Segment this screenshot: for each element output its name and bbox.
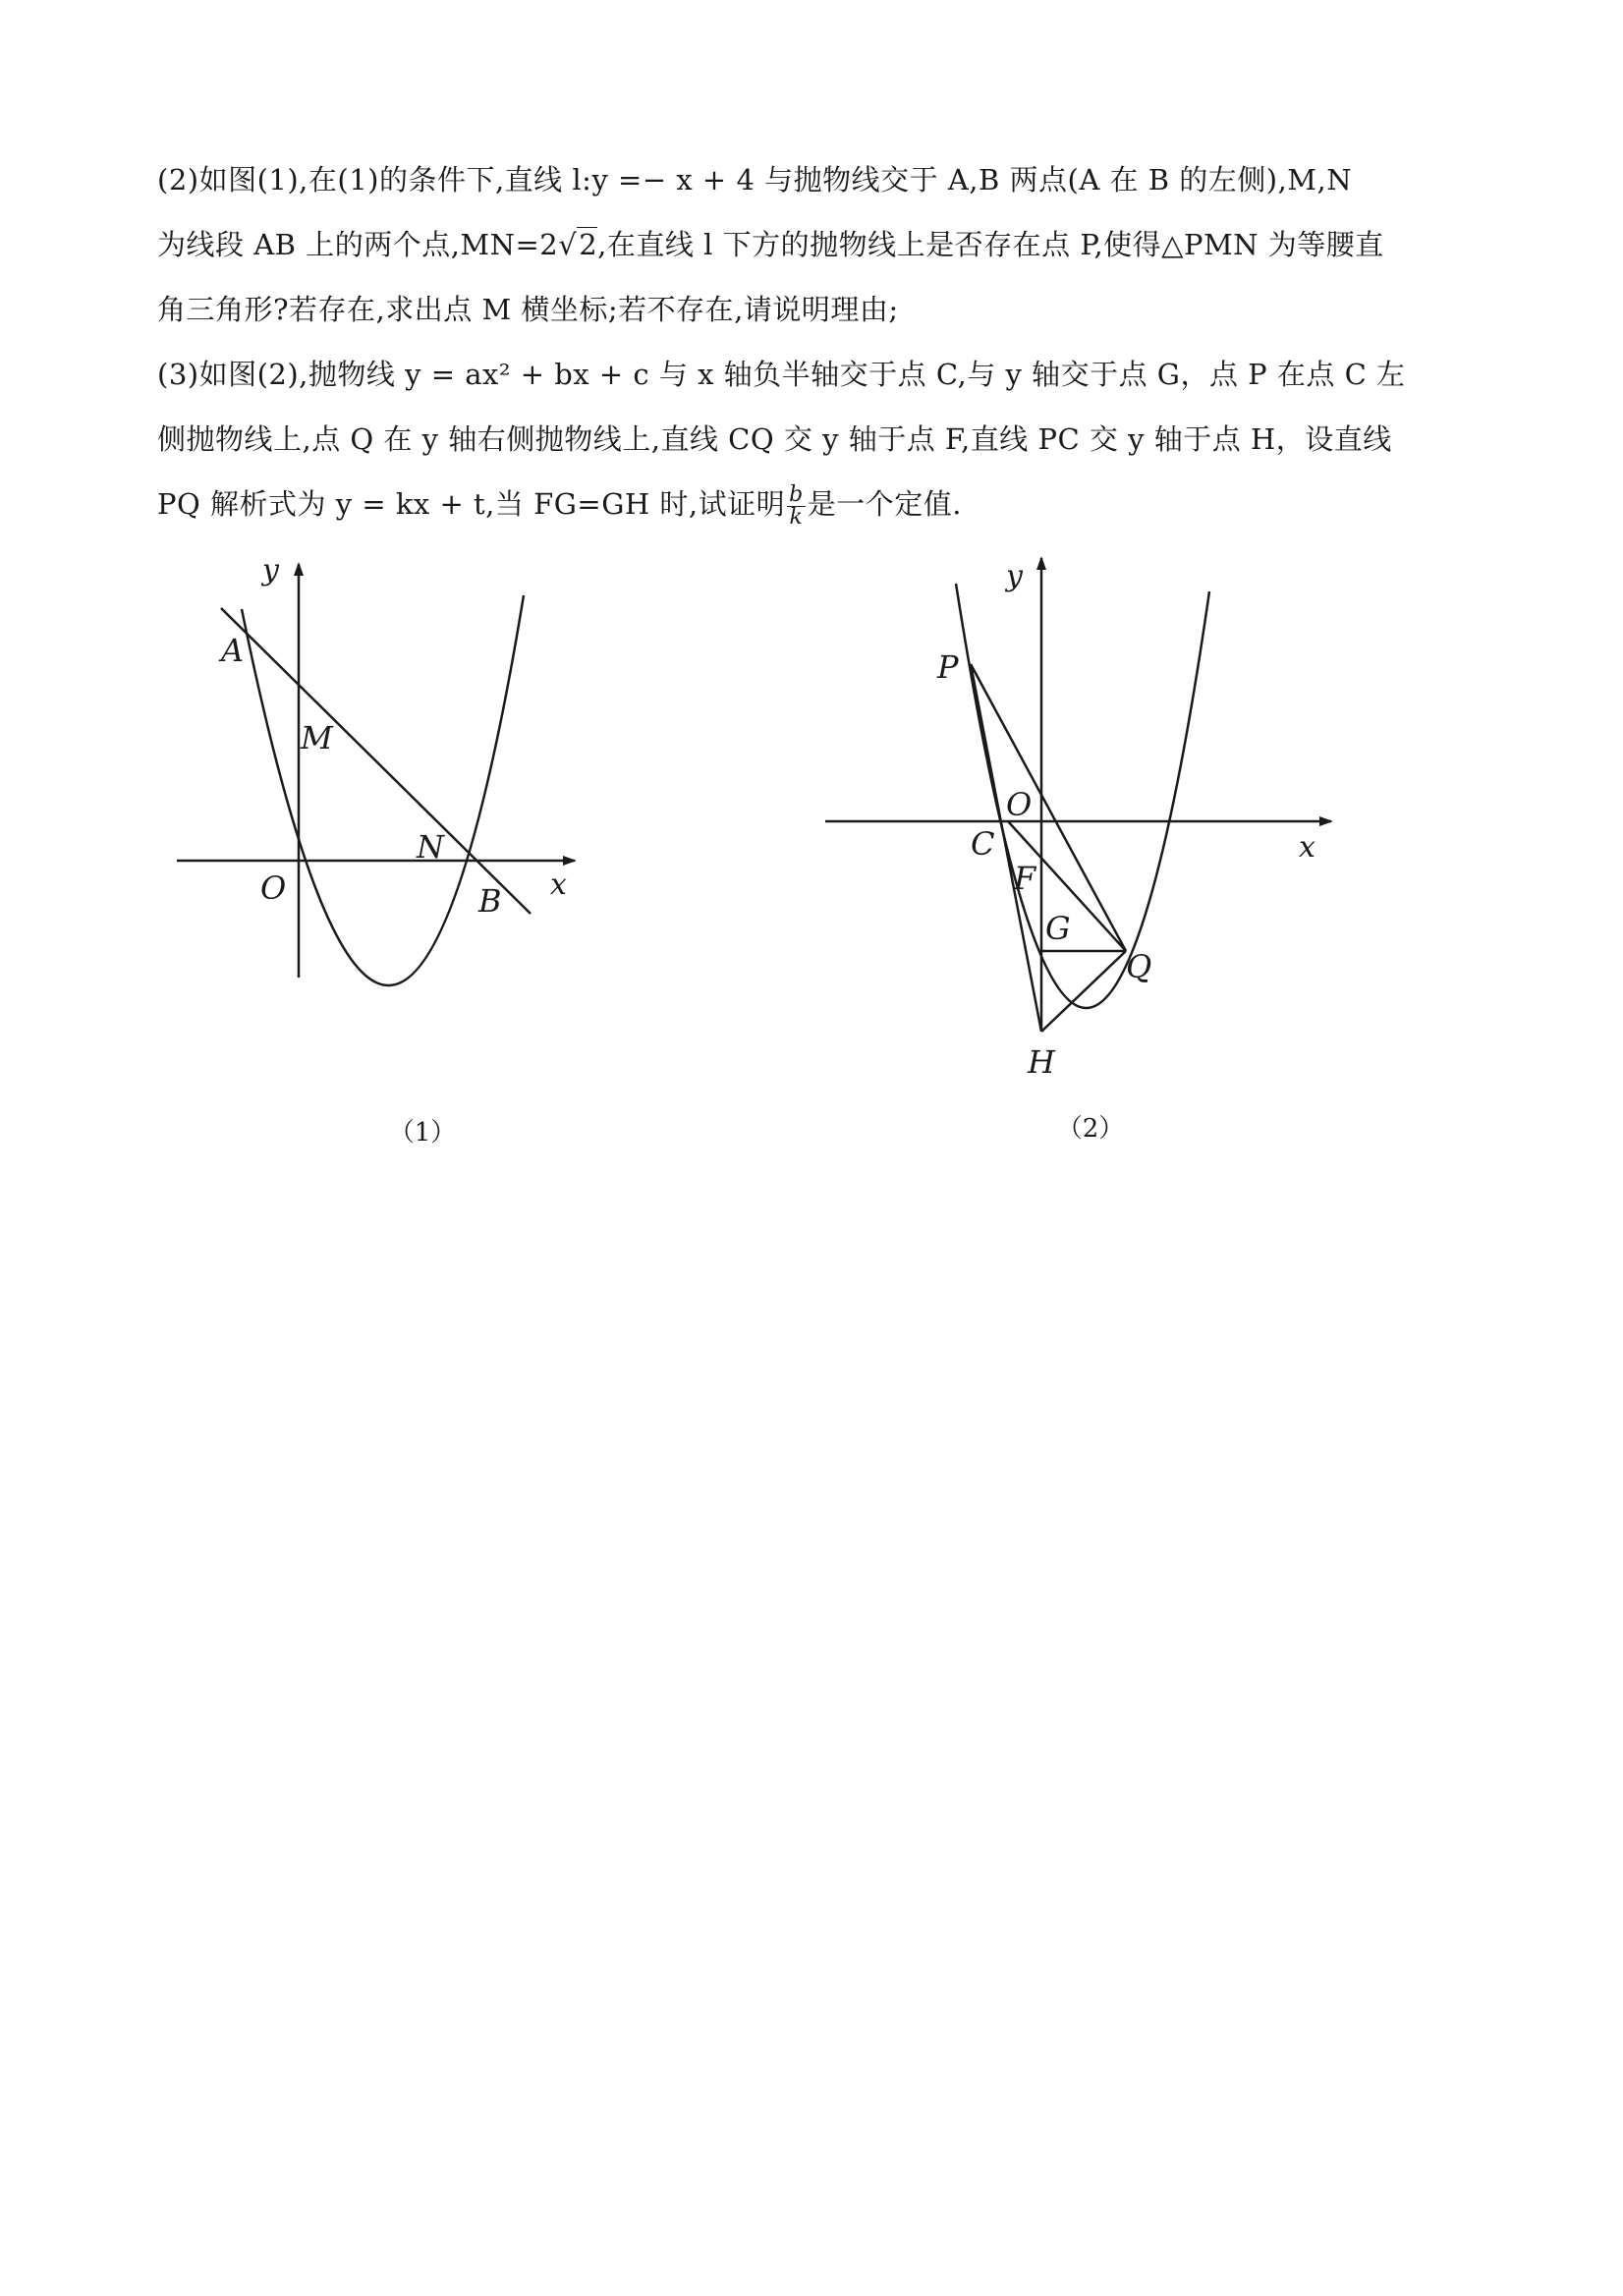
- text-run: ,在直线 l 下方的抛物线上是否存在点 P,使得△PMN 为等腰直: [597, 228, 1384, 261]
- label-B: B: [478, 882, 502, 920]
- line-HQ: [1041, 951, 1126, 1032]
- text-run: 是一个定值.: [807, 487, 962, 521]
- equation-line-pq: y = kx + t: [335, 487, 486, 521]
- line-PQ: [971, 664, 1126, 951]
- text-run: 为线段 AB 上的两个点,MN=2: [157, 228, 559, 261]
- parabola-curve: [956, 584, 1209, 1008]
- label-P: P: [937, 648, 959, 686]
- label-A: A: [221, 632, 245, 669]
- label-x: x: [550, 868, 567, 902]
- text-run: 与抛物线交于 A,B 两点(A 在 B 的左侧),M,N: [755, 163, 1353, 196]
- text-run: ,当 FG=GH 时,试证明: [485, 487, 786, 521]
- part3-line2: 侧抛物线上,点 Q 在 y 轴右侧抛物线上,直线 CQ 交 y 轴于点 F,直线 PC 交 y 轴于点 H，设直线: [157, 422, 1392, 456]
- label-Q: Q: [1126, 948, 1152, 985]
- sqrt-radicand: 2: [579, 228, 598, 261]
- label-C: C: [971, 825, 995, 863]
- label-G: G: [1045, 910, 1071, 947]
- label-y: y: [1006, 559, 1023, 593]
- label-F: F: [1014, 860, 1036, 897]
- part2-line3: 角三角形?若存在,求出点 M 横坐标;若不存在,请说明理由;: [157, 293, 899, 326]
- label-O: O: [1006, 786, 1033, 823]
- fraction-numerator: b: [789, 481, 804, 507]
- equation-parabola: y = ax² + bx + c: [405, 358, 650, 391]
- fraction-denominator: k: [789, 504, 804, 530]
- figure-1-caption: （1）: [388, 1118, 457, 1148]
- text-run: (3)如图(2),抛物线: [157, 358, 406, 391]
- text-run: (2)如图(1),在(1)的条件下,直线 l:: [157, 163, 592, 196]
- text-run: PQ 解析式为: [157, 487, 336, 521]
- sqrt-symbol: √: [558, 228, 578, 261]
- label-O: O: [260, 869, 287, 907]
- figure-2-caption: （2）: [1056, 1114, 1125, 1144]
- text-run: 与 x 轴负半轴交于点 C,与 y 轴交于点 G，点 P 在点 C 左: [649, 358, 1406, 391]
- label-H: H: [1028, 1043, 1055, 1081]
- label-N: N: [417, 828, 444, 866]
- label-M: M: [301, 719, 333, 756]
- equation-line-l: y =− x + 4: [591, 163, 756, 196]
- label-y: y: [262, 553, 279, 588]
- label-x: x: [1299, 830, 1315, 865]
